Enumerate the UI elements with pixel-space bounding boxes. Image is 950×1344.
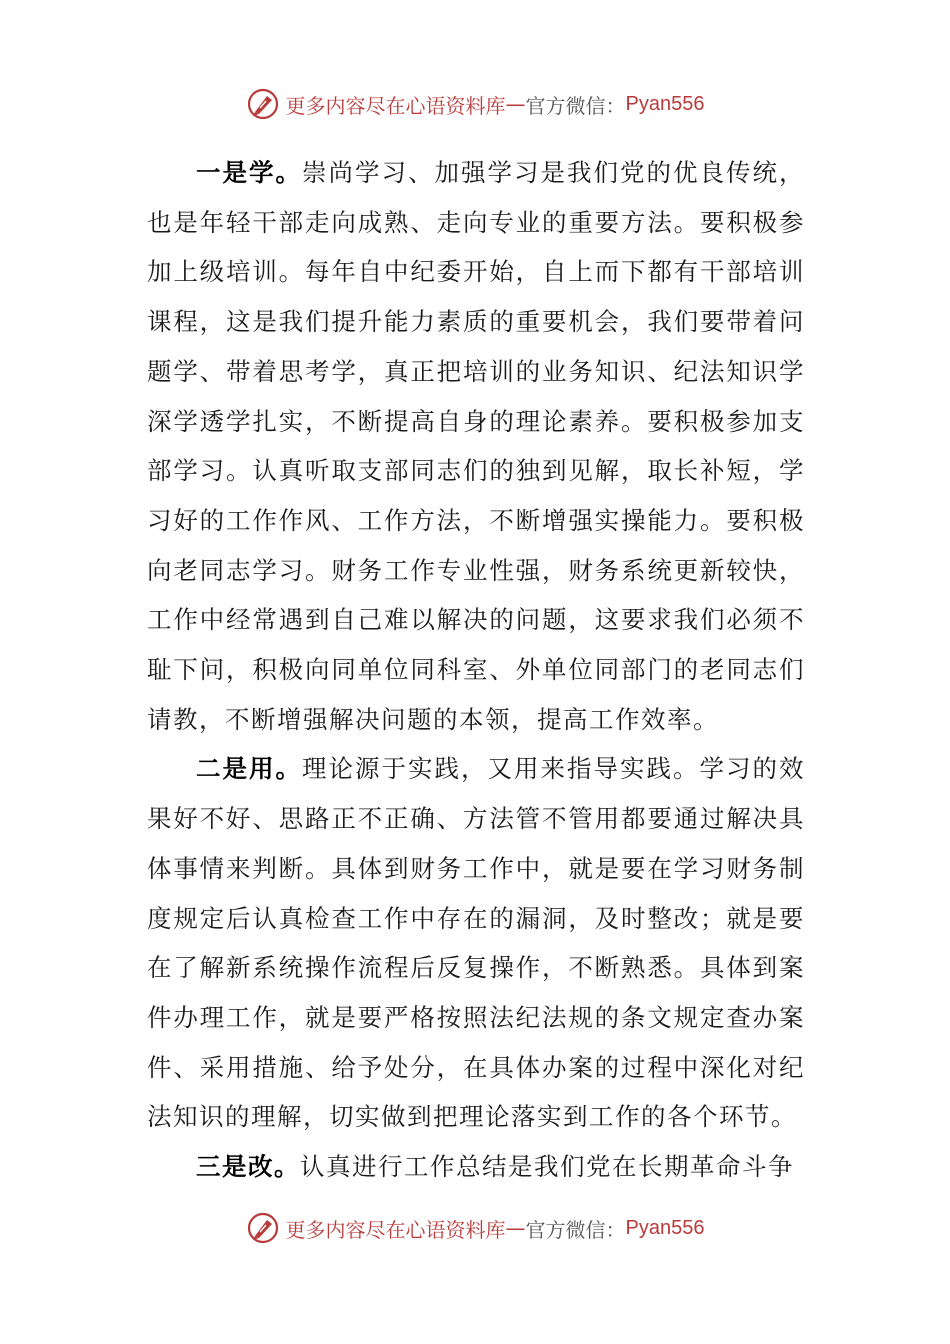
pen-nib-logo-icon	[246, 87, 280, 121]
paragraph-lead: 三是改。	[196, 1152, 300, 1182]
header-banner	[0, 84, 950, 124]
document-body	[147, 148, 805, 1192]
banner-dash: —	[505, 1216, 526, 1240]
paragraph-text: 崇尚学习、加强学习是我们党的优良传统，也是年轻干部走向成熟、走向专业的重要方法。要积极参加上级培训。每年自中纪委开始，自上而下都有干部培训课程，这是我们提升能力素质的重要机会，我们要带着问题学、带着思考学，真正把培训的业务知识、纪法知识学深学透学扎实，不断提高自身的理论素养。要积极参加支部学习。认真听取支部同志们的独到见解，取长补短，学习好的工作作风、工作方法，不断增强实操能力。要积极向老同志学习。财务工作专业性强，财务系统更新较快，工作中经常遇到自己难以解决的问题，这要求我们必须不耻下问，积极向同单位同科室、外单位同部门的老同志们请教，不断增强解决问题的本领，提高工作效率。	[147, 158, 805, 734]
banner-site-text: 更多内容尽在心语资料库	[285, 93, 506, 118]
banner-contact-label: 官方微信：	[525, 93, 626, 118]
banner-site-text: 更多内容尽在心语资料库	[285, 1217, 506, 1242]
banner-contact-label: 官方微信：	[525, 1217, 626, 1242]
paragraph-lead: 二是用。	[196, 754, 302, 784]
paragraph-text: 理论源于实践，又用来指导实践。学习的效果好不好、思路正不正确、方法管不管用都要通过解决具体事情来判断。具体到财务工作中，就是要在学习财务制度规定后认真检查工作中存在的漏洞，及时整改；就是要在了解新系统操作流程后反复操作，不断熟悉。具体到案件办理工作，就是要严格按照法纪法规的条文规定查办案件、采用措施、给予处分，在具体办案的过程中深化对纪法知识的理解，切实做到把理论落实到工作的各个环节。	[147, 754, 805, 1132]
paragraph-apply	[147, 744, 805, 1142]
paragraph-study	[147, 148, 805, 744]
footer-banner	[0, 1208, 950, 1248]
paragraph-lead: 一是学。	[196, 158, 302, 187]
paragraph-improve	[147, 1142, 805, 1192]
banner-contact-id: Pyan556	[625, 1216, 705, 1239]
banner-contact-id: Pyan556	[625, 92, 705, 115]
pen-nib-logo-icon	[246, 1211, 280, 1245]
paragraph-text: 认真进行工作总结是我们党在长期革命斗争	[300, 1152, 794, 1182]
banner-dash: —	[505, 92, 526, 116]
